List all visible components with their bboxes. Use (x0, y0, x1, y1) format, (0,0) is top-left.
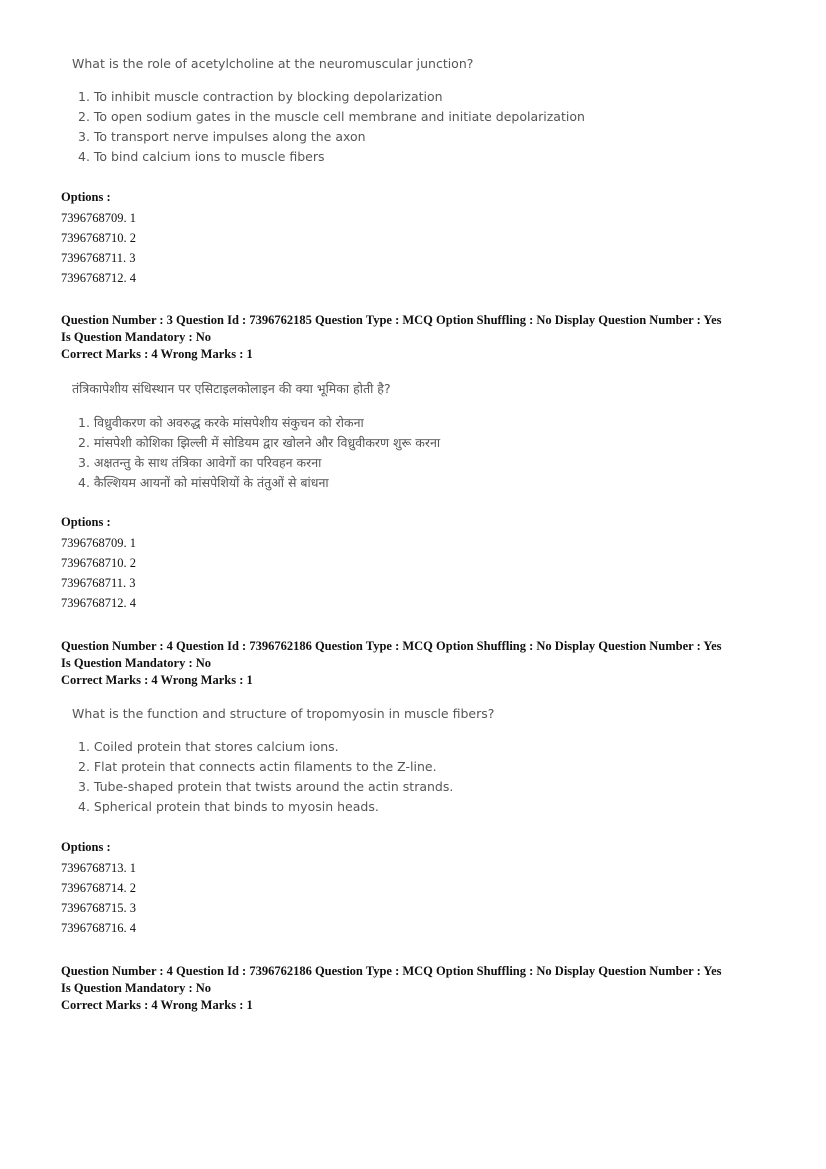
options-label: Options : (61, 515, 111, 529)
mandatory-line: Is Question Mandatory : No (61, 656, 212, 670)
option-item: 7396768711. 3 (61, 251, 136, 265)
options-list (61, 190, 136, 288)
choice-3: 3. अक्षतन्तु के साथ तंत्रिका आवेगों का परिवहन करना (78, 455, 322, 470)
option-item: 7396768712. 4 (61, 271, 136, 285)
question-image (72, 380, 440, 495)
question-image (72, 706, 494, 819)
marks-line: Correct Marks : 4 Wrong Marks : 1 (61, 673, 253, 687)
marks-line: Correct Marks : 4 Wrong Marks : 1 (61, 998, 253, 1012)
option-item: 7396768709. 1 (61, 211, 136, 225)
choice-4: 4. To bind calcium ions to muscle fibers (78, 149, 325, 164)
question-text: तंत्रिकापेशीय संधिस्थान पर एसिटाइलकोलाइन की क्या भूमिका होती है? (72, 381, 391, 396)
options-list (61, 840, 136, 938)
choice-2: 2. Flat protein that connects actin filaments to the Z-line. (78, 759, 437, 774)
option-item: 7396768716. 4 (61, 921, 136, 935)
options-list (61, 515, 136, 613)
question-meta (61, 312, 722, 363)
mandatory-line: Is Question Mandatory : No (61, 981, 212, 995)
marks-line: Correct Marks : 4 Wrong Marks : 1 (61, 347, 253, 361)
mandatory-line: Is Question Mandatory : No (61, 330, 212, 344)
question-image (72, 56, 585, 169)
options-label: Options : (61, 840, 111, 854)
choice-4: 4. Spherical protein that binds to myosin heads. (78, 799, 379, 814)
option-item: 7396768709. 1 (61, 536, 136, 550)
question-meta-line: Question Number : 4 Question Id : 7396762186 Question Type : MCQ Option Shuffling : No Display Question Number : Yes (61, 964, 722, 978)
option-item: 7396768713. 1 (61, 861, 136, 875)
choice-4: 4. कैल्शियम आयनों को मांसपेशियों के तंतुओं से बांधना (78, 475, 329, 490)
question-meta (61, 638, 722, 689)
question-meta-line: Question Number : 4 Question Id : 7396762186 Question Type : MCQ Option Shuffling : No Display Question Number : Yes (61, 639, 722, 653)
choice-2: 2. मांसपेशी कोशिका झिल्ली में सोडियम द्वार खोलने और विध्रुवीकरण शुरू करना (78, 435, 441, 450)
choice-2: 2. To open sodium gates in the muscle cell membrane and initiate depolarization (78, 109, 585, 124)
choice-1: 1. To inhibit muscle contraction by blocking depolarization (78, 89, 443, 104)
question-text: What is the function and structure of tropomyosin in muscle fibers? (72, 706, 495, 721)
choice-3: 3. Tube-shaped protein that twists around the actin strands. (78, 779, 454, 794)
choice-1: 1. विध्रुवीकरण को अवरुद्ध करके मांसपेशीय संकुचन को रोकना (78, 415, 364, 430)
option-item: 7396768711. 3 (61, 576, 136, 590)
question-text: What is the role of acetylcholine at the neuromuscular junction? (72, 56, 474, 71)
option-item: 7396768715. 3 (61, 901, 136, 915)
question-meta (61, 963, 722, 1014)
options-label: Options : (61, 190, 111, 204)
option-item: 7396768710. 2 (61, 556, 136, 570)
option-item: 7396768712. 4 (61, 596, 136, 610)
choice-1: 1. Coiled protein that stores calcium ions. (78, 739, 339, 754)
option-item: 7396768714. 2 (61, 881, 136, 895)
question-meta-line: Question Number : 3 Question Id : 7396762185 Question Type : MCQ Option Shuffling : No Display Question Number : Yes (61, 313, 722, 327)
option-item: 7396768710. 2 (61, 231, 136, 245)
choice-3: 3. To transport nerve impulses along the axon (78, 129, 366, 144)
